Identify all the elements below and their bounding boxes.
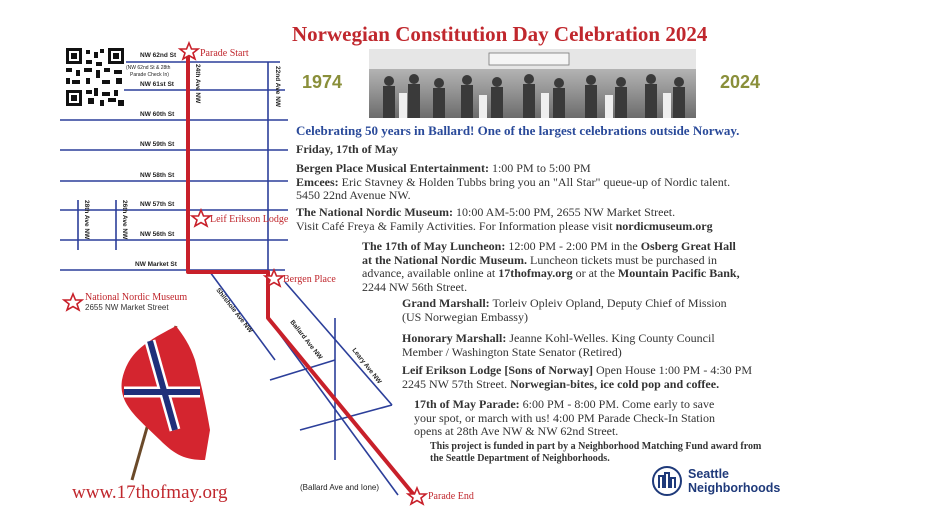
lunch-bank: Mountain Pacific Bank, (617, 266, 740, 280)
seattle-logo-line-2: Neighborhoods (688, 481, 781, 495)
label-26th: 26th Ave NW (121, 200, 128, 240)
grand-marshall (402, 297, 727, 324)
lunch-text-1: Luncheon tickets must be purchased in (527, 252, 717, 267)
grand-text: Torleiv Opleiv Opland, Deputy Chief of Mission (489, 296, 727, 310)
honorary-label: Honorary Marshall: (402, 331, 507, 345)
label-nw56: NW 56th St (140, 231, 175, 238)
website-link[interactable]: www.17thofmay.org (72, 482, 228, 503)
label-shilshole: Shilshole Ave NW (214, 286, 254, 335)
parade-photo (369, 49, 696, 118)
year-end: 2024 (720, 72, 761, 92)
lunch-or: or at the (572, 266, 618, 280)
museum-title: The National Nordic Museum: (296, 205, 453, 219)
lunch-address: 2244 NW 56th Street. (362, 279, 468, 294)
seattle-neighborhoods-logo (652, 466, 780, 496)
label-24th: 24th Ave NW (194, 64, 201, 104)
lunch-text-2: advance, available online at (362, 266, 499, 280)
museum-star-icon (64, 294, 82, 310)
tagline: Celebrating 50 years in Ballard! One of the largest celebrations outside Norway. (296, 123, 740, 138)
label-ballard: Ballard Ave NW (288, 318, 324, 361)
seattle-logo-icon (652, 466, 682, 496)
event-date: Friday, 17th of May (296, 142, 398, 156)
grand-label: Grand Marshall: (402, 296, 490, 310)
label-nw60: NW 60th St (140, 111, 175, 118)
museum-url[interactable]: nordicmuseum.org (615, 218, 713, 233)
lunch-place-2: at the National Nordic Museum. (362, 252, 527, 267)
bergen-event (296, 162, 730, 203)
grand-text-2: (US Norwegian Embassy) (402, 309, 528, 324)
funding-note (430, 441, 761, 465)
lunch-url[interactable]: 17thofmay.org (498, 266, 573, 280)
leif-star-icon (192, 210, 210, 226)
emcees-address: 5450 22nd Avenue NW. (296, 188, 411, 202)
year-start: 1974 (302, 72, 343, 92)
norway-flag-icon (122, 326, 210, 480)
label-nw57: NW 57th St (140, 201, 175, 208)
qr-code-icon (66, 48, 124, 106)
parade-title: 17th of May Parade: (414, 397, 520, 411)
museum-text: Visit Café Freya & Family Activities. For Information please visit (296, 218, 616, 233)
parade-start-label: Parade Start (200, 48, 249, 59)
lodge-address: 2245 NW 57th Street. (402, 376, 511, 391)
bergen-label: Bergen Place (283, 274, 336, 285)
bergen-title: Bergen Place Musical Entertainment: (296, 161, 489, 175)
label-nw59: NW 59th St (140, 141, 175, 148)
seattle-logo-line-1: Seattle (688, 467, 729, 481)
parade-time: 6:00 PM - 8:00 PM. Come early to save (519, 397, 715, 411)
checkin-note-1: (NW 62nd St & 28th (126, 65, 171, 71)
leif-label: Leif Erikson Lodge (210, 214, 289, 225)
checkin-note-2: Parade Check In) (130, 72, 169, 78)
emcees-label: Emcees: (296, 174, 339, 189)
lunch-place: Osberg Great Hall (640, 239, 736, 253)
funding-line-2: the Seattle Department of Neighborhoods. (430, 453, 610, 464)
label-28th: 28th Ave NW (83, 200, 90, 240)
honorary-marshall (402, 332, 715, 359)
museum-time: 10:00 AM-5:00 PM, 2655 NW Market Street. (453, 205, 676, 219)
luncheon-event (362, 240, 740, 294)
lodge-time: Open House 1:00 PM - 4:30 PM (593, 363, 753, 377)
label-market: NW Market St (135, 261, 177, 268)
parade-event (414, 398, 715, 439)
lunch-time: 12:00 PM - 2:00 PM in the (505, 239, 641, 253)
parade-end-label: Parade End (428, 491, 474, 502)
lodge-treats: Norwegian-bites, ice cold pop and coffee. (510, 376, 720, 391)
parade-text-3: opens at 28th Ave NW & NW 62nd Street. (414, 424, 619, 438)
label-nw58: NW 58th St (140, 172, 175, 179)
bergen-time: 1:00 PM to 5:00 PM (488, 161, 591, 175)
emcees-text: Eric Stavney & Holden Tubbs bring you an "All Star" queue-up of Nordic talent. (338, 174, 731, 189)
label-ione: (Ballard Ave and Ione) (300, 483, 380, 492)
page-title: Norwegian Constitution Day Celebration 2024 (292, 22, 708, 46)
museum-address: 2655 NW Market Street (85, 303, 169, 312)
lodge-title: Leif Erikson Lodge [Sons of Norway] (402, 363, 594, 377)
museum-event (296, 206, 713, 233)
honorary-text-2: Member / Washington State Senator (Retired) (402, 344, 622, 359)
funding-line-1: This project is funded in part by a Neighborhood Matching Fund award from (430, 441, 762, 452)
lunch-title: The 17th of May Luncheon: (362, 239, 506, 253)
label-22nd: 22nd Ave NW (274, 66, 281, 108)
label-nw61: NW 61st St (140, 81, 174, 88)
parade-text-2: your spot, or march with us! 4:00 PM Parade Check-In Station (414, 410, 715, 425)
museum-label: National Nordic Museum (85, 292, 188, 303)
honorary-text: Jeanne Kohl-Welles. King County Council (506, 331, 715, 345)
label-leary: Leary Ave NW (350, 346, 383, 386)
label-nw62: NW 62nd St (140, 52, 177, 59)
lodge-event (402, 364, 752, 391)
